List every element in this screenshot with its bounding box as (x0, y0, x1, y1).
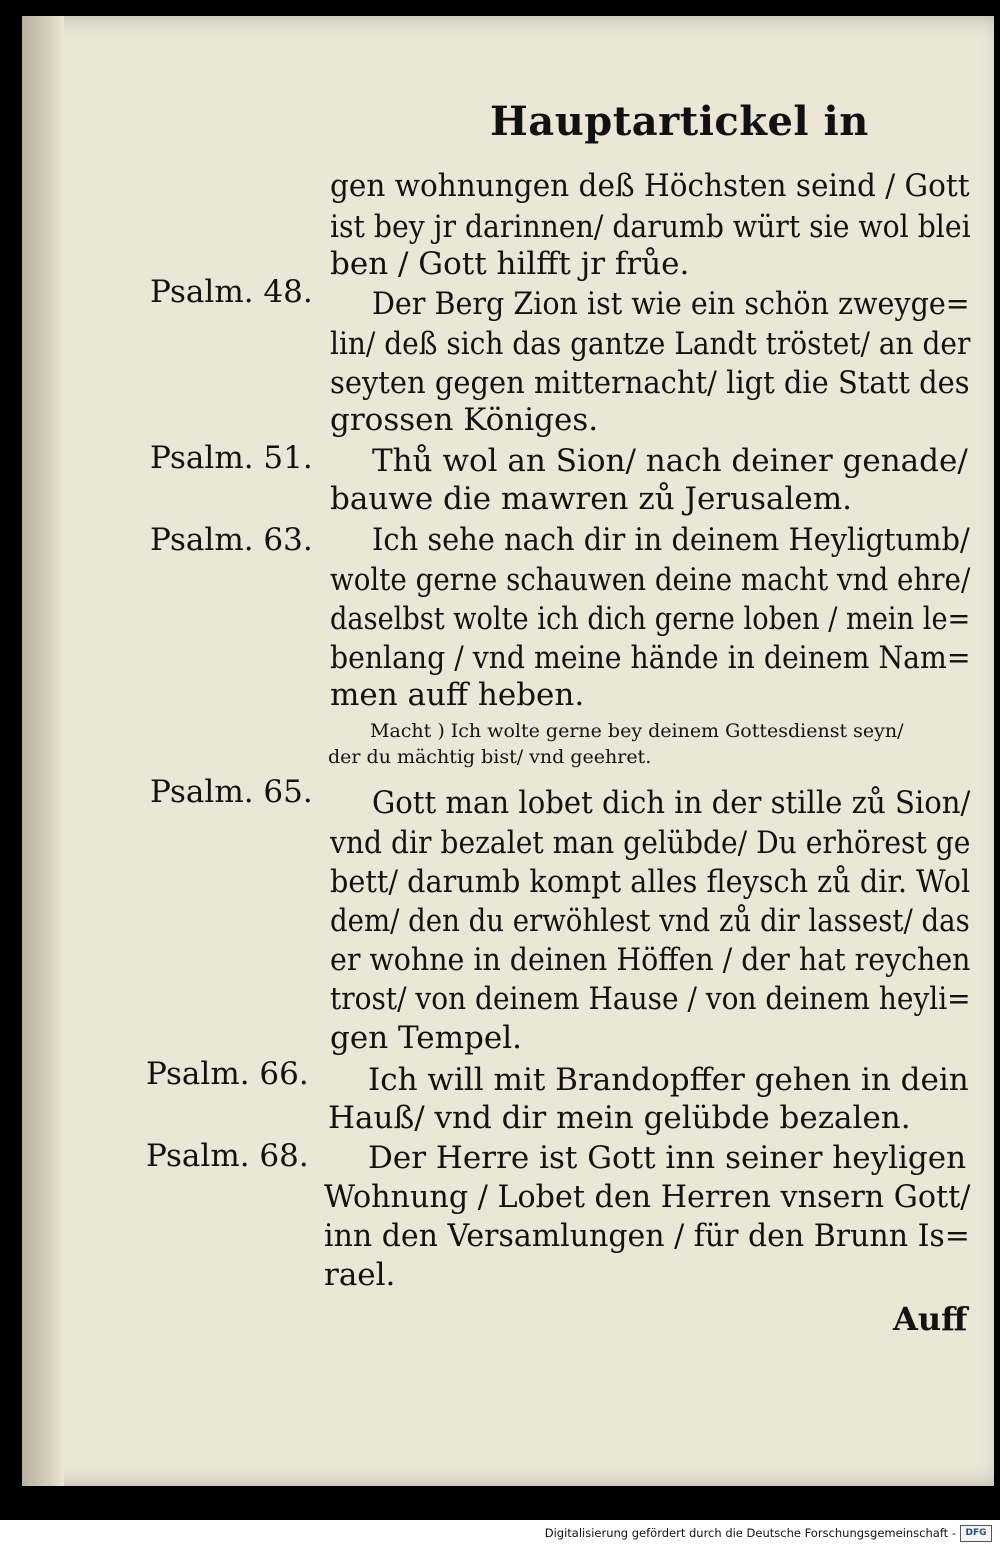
gloss-line: Macht ) Ich wolte gerne bey deinem Gottesdienst seyn/ (370, 720, 904, 742)
text-line: Hauß/ vnd dir mein gelübde bezalen. (328, 1100, 911, 1136)
text-line: trost/ von deinem Hause / von deinem heyli= (330, 981, 971, 1017)
gloss-line: der du mächtig bist/ vnd geehret. (328, 746, 652, 768)
book-gutter (22, 16, 64, 1486)
text-line: bauwe die mawren zů Jerusalem. (330, 481, 852, 517)
text-line: inn den Versamlungen / für den Brunn Is= (324, 1218, 970, 1254)
text-line: Ich sehe nach dir in deinem Heyligtumb/ (372, 522, 970, 558)
margin-reference: Psalm. 51. (150, 440, 313, 476)
text-line: dem/ den du erwöhlest vnd zů dir lassest/ das (330, 903, 970, 939)
text-line: grossen Königes. (330, 402, 599, 438)
text-line: Ich will mit Brandopffer gehen in dein (368, 1062, 969, 1098)
text-line: Thů wol an Sion/ nach deiner genade/ (372, 443, 968, 479)
text-line: Gott man lobet dich in der stille zů Sion/ (372, 785, 971, 821)
digitization-footer (0, 1520, 1000, 1548)
text-line: bett/ darumb kompt alles fleysch zů dir. Wol (330, 864, 971, 900)
text-line: benlang / vnd meine hände in deinem Nam= (330, 640, 971, 676)
margin-reference: Psalm. 66. (146, 1056, 309, 1092)
running-head: Hauptartickel in (490, 98, 869, 145)
text-line: seyten gegen mitternacht/ ligt die Statt des (330, 365, 970, 401)
text-line: vnd dir bezalet man gelübde/ Du erhörest ge (330, 825, 971, 861)
text-line: Wohnung / Lobet den Herren vnsern Gott/ (324, 1179, 971, 1215)
text-line: rael. (324, 1257, 396, 1293)
catchword: Auff (893, 1300, 968, 1338)
text-line: wolte gerne schauwen deine macht vnd ehre/ (330, 562, 971, 598)
text-line: ist bey jr darinnen/ darumb würt sie wol blei (330, 209, 971, 245)
margin-reference: Psalm. 65. (150, 774, 313, 810)
margin-reference: Psalm. 68. (146, 1138, 309, 1174)
text-line: lin/ deß sich das gantze Landt tröstet/ an der (330, 326, 971, 362)
footer-credit: Digitalisierung gefördert durch die Deutsche Forschungsgemeinschaft - (544, 1526, 956, 1540)
text-line: Der Herre ist Gott inn seiner heyligen (368, 1140, 967, 1176)
text-line: ben / Gott hilfft jr frůe. (330, 246, 690, 282)
margin-reference: Psalm. 48. (150, 274, 313, 310)
text-line: daselbst wolte ich dich gerne loben / mein le= (330, 601, 971, 637)
margin-reference: Psalm. 63. (150, 522, 313, 558)
text-line: men auff heben. (330, 677, 585, 713)
text-line: gen Tempel. (330, 1020, 522, 1056)
text-line: Der Berg Zion ist wie ein schön zweyge= (372, 286, 970, 322)
dfg-logo-icon: DFG (960, 1525, 992, 1542)
text-line: gen wohnungen deß Höchsten seind / Gott (330, 168, 970, 204)
text-line: er wohne in deinen Höffen / der hat reychen (330, 942, 971, 978)
